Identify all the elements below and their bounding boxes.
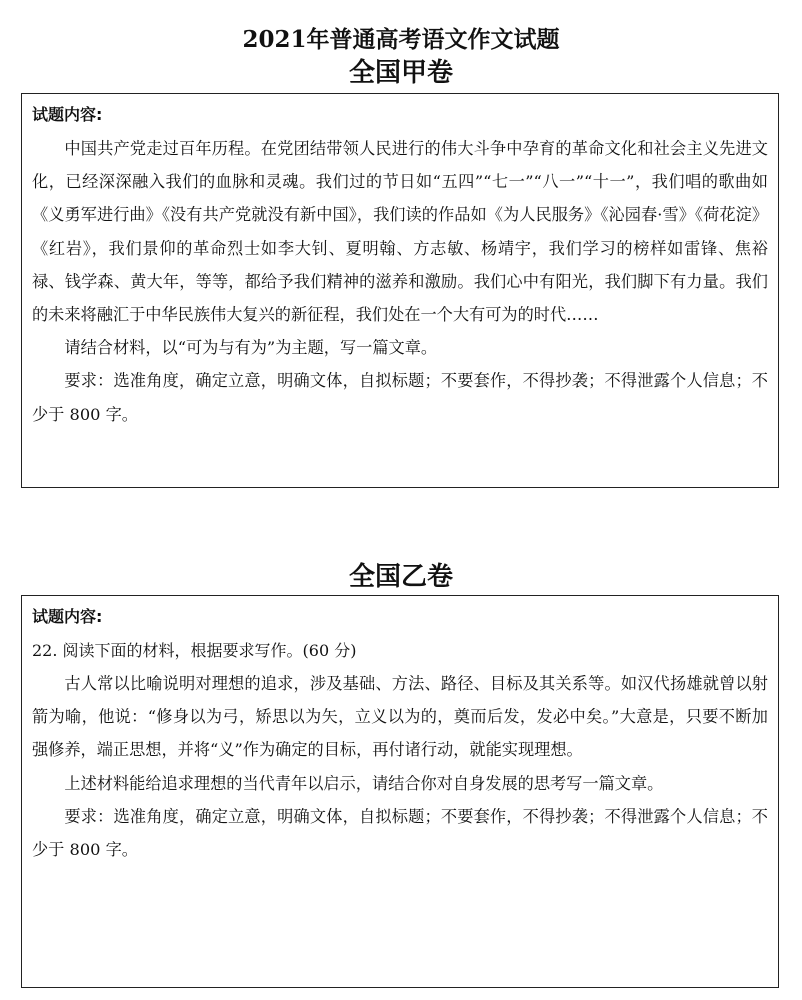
requirements-paragraph: 要求：选准角度，确定立意，明确文体，自拟标题；不要套作，不得抄袭；不得泄露个人信息；不少于 800 字。 <box>32 806 768 860</box>
section-heading-jia: 全国甲卷 <box>348 58 453 88</box>
requirements-paragraph: 要求：选准角度，确定立意，明确文体，自拟标题；不要套作，不得抄袭；不得泄露个人信息；不少于 800 字。 <box>32 371 768 424</box>
material-paragraph: 中国共产党走过百年历程。在党团结带领人民进行的伟大斗争中孕育的革命文化和社会主义先进文化，已经深深融入我们的血脉和灵魂。我们过的节日如“五四”“七一”“八一”“十一”，我们唱的歌曲如《义勇军进行曲》《没有共产党就没有新中国》，我们读的作品如《为人民服务》《沁园春·雪》《荷花淀》《红岩》，我们景仰的革命烈士如李大钊、夏明翰、方志敏、杨靖宇，我们学习的榜样如雷锋、焦裕禄、钱学森、黄大年，等等，都给予我们精神的滋养和激励。我们心中有阳光，我们脚下有力量。我们的未来将融汇于中华民族伟大复兴的新征程，我们处在一个大有可为的时代…… <box>32 139 768 325</box>
section-heading-yi: 全国乙卷 <box>348 562 453 592</box>
exam-box-yi <box>21 595 779 988</box>
task-paragraph: 请结合材料，以“可为与有为”为主题，写一篇文章。 <box>64 338 438 358</box>
task-paragraph: 上述材料能给追求理想的当代青年以启示，请结合你对自身发展的思考写一篇文章。 <box>64 773 664 793</box>
content-label: 试题内容: <box>32 105 103 124</box>
document-title: 2021年普通高考语文作文试题 <box>242 26 560 53</box>
content-label: 试题内容: <box>32 607 103 626</box>
material-paragraph: 古人常以比喻说明对理想的追求，涉及基础、方法、路径、目标及其关系等。如汉代扬雄就曾以射箭为喻，他说：“修身以为弓，矫思以为矢，立义以为的，奠而后发，发必中矣。”大意是，只要不断加强修养，端正思想，并将“义”作为确定的目标，再付诸行动，就能实现理想。 <box>32 674 768 760</box>
exam-box-jia <box>21 93 779 488</box>
question-number-line: 22. 阅读下面的材料，根据要求写作。(60 分) <box>32 641 357 660</box>
